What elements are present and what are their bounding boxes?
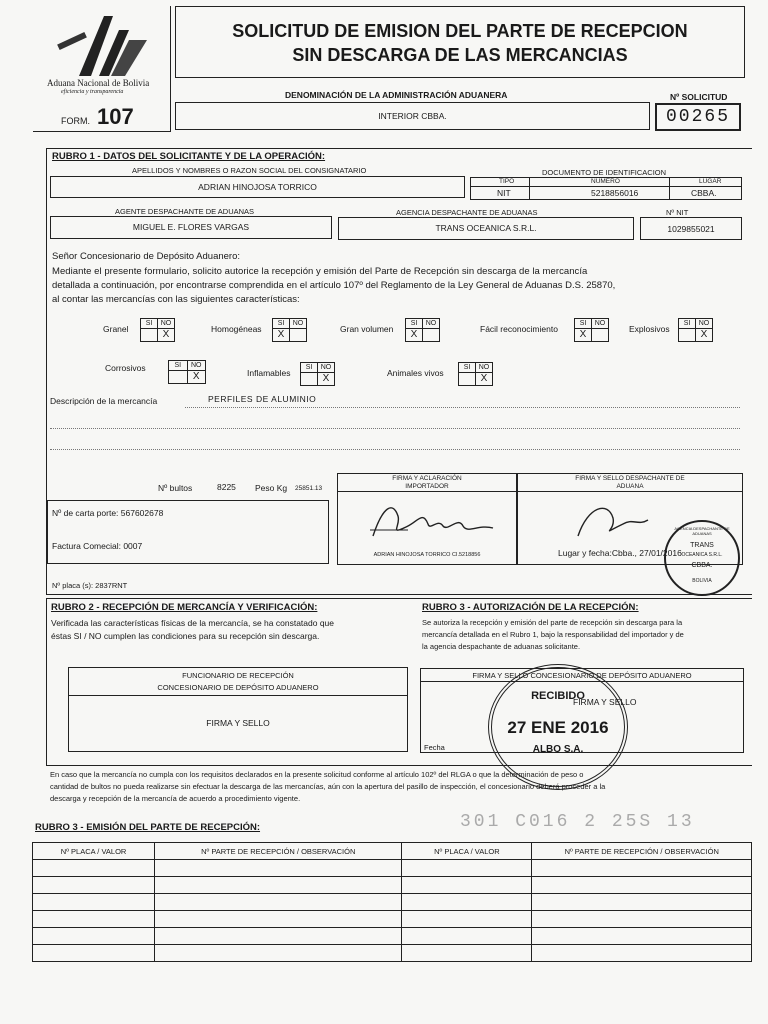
rubro3a-firma-sello: FIRMA Y SELLO (573, 697, 637, 707)
stamp-text2: TRANS (690, 542, 714, 549)
rubro3a-title: RUBRO 3 - AUTORIZACIÓN DE LA RECEPCIÓN: (422, 602, 639, 613)
recibido-text: RECIBIDO (531, 690, 585, 702)
explosivos-checkbox[interactable]: SI NO X (678, 318, 713, 342)
name-label: APELLIDOS Y NOMBRES O RAZON SOCIAL DEL CONSIGNATARIO (132, 166, 367, 175)
rubro3a-firma-label: FIRMA Y SELLO CONCESIONARIO DE DEPÓSITO ADUANERO (472, 671, 692, 680)
char-animales-label: Animales vivos (387, 368, 444, 378)
importador-signature (368, 496, 498, 546)
col3-header: Nº PLACA / VALOR (402, 843, 532, 860)
col1-header: Nº PLACA / VALOR (33, 843, 155, 860)
granel-checkbox[interactable]: SI NO X (140, 318, 175, 342)
doc-tipo-label: TIPO (499, 178, 515, 185)
desc-line (50, 449, 740, 450)
form-label: FORM. (61, 116, 90, 126)
admin-field (175, 102, 650, 130)
form-number: 107 (97, 104, 134, 129)
agencia-stamp (664, 520, 740, 596)
agencia-label: AGENCIA DESPACHANTE DE ADUANAS (396, 208, 538, 217)
char-inflamables-label: Inflamables (247, 368, 291, 378)
aduana-logo-icon (49, 10, 159, 82)
rubro2-firma-sello: FIRMA Y SELLO (206, 718, 270, 728)
rubro1-title: RUBRO 1 - DATOS DEL SOLICITANTE Y DE LA OPERACIÓN: (52, 151, 326, 162)
agente-field (50, 216, 332, 239)
doc-lugar-value: CBBA. (691, 188, 717, 198)
firma-imp-label2: IMPORTADOR (405, 483, 449, 490)
recibido-org: ALBO S.A. (532, 744, 584, 755)
stamp-text4: CBBA. (691, 562, 713, 569)
lugar-fecha: Lugar y fecha:Cbba., 27/01/2016 (558, 548, 682, 558)
doc-lugar-label: LUGAR (699, 178, 722, 185)
funcionario-box (68, 667, 408, 752)
rubro3a-text2: mercancía detallada en el Rubro 1, bajo la responsabilidad del importador y de (422, 630, 684, 639)
stamp-text3: OCEANICA S.R.L. (681, 552, 723, 558)
carta-porte: Nº de carta porte: 567602678 (52, 508, 164, 518)
solicitud-field (655, 103, 741, 131)
table-row (33, 911, 752, 928)
peso-value: 25851.13 (295, 485, 323, 492)
desc-line (185, 407, 740, 408)
doc-numero-value: 5218856016 (591, 188, 639, 198)
rubro3a-text3: la agencia despachante de aduanas solicitante. (422, 642, 581, 651)
logo-subtext: eficiencia y transparencia (61, 89, 124, 95)
rubro2-title: RUBRO 2 - RECEPCIÓN DE MERCANCÍA Y VERIFICACIÓN: (51, 602, 318, 613)
parte-recepcion-table (32, 842, 752, 962)
granvolumen-checkbox[interactable]: SI NO X (405, 318, 440, 342)
char-homogeneas-label: Homogéneas (211, 324, 262, 334)
agente-value: MIGUEL E. FLORES VARGAS (132, 222, 250, 232)
char-granvolumen-label: Gran volumen (340, 324, 394, 334)
admin-value: INTERIOR CBBA. (378, 111, 447, 121)
note-line1: En caso que la mercancía no cumpla con los requisitos declarados en la presente solicitud conforme al artículo 102º del RLGA o que la determinación de peso o (50, 770, 584, 779)
table-row (33, 877, 752, 894)
agencia-value: TRANS OCEANICA S.R.L. (435, 223, 537, 233)
placa: Nº placa (s): 2837RNT (52, 581, 128, 590)
title-box (175, 6, 745, 78)
firma-desp-label2: ADUANA (616, 483, 644, 490)
col4-header: Nº PARTE DE RECEPCIÓN / OBSERVACIÓN (532, 843, 752, 860)
firma-desp-label1: FIRMA Y SELLO DESPACHANTE DE (575, 475, 685, 482)
solicitud-value: 00265 (665, 107, 730, 127)
title-line1: SOLICITUD DE EMISION DEL PARTE DE RECEPCION (232, 21, 688, 41)
doc-numero-label: NUMERO (591, 178, 620, 185)
title-line2: SIN DESCARGA DE LAS MERCANCIAS (292, 45, 628, 65)
func-label2: CONCESIONARIO DE DEPÓSITO ADUANERO (157, 683, 319, 692)
rubro2-text1: Verificada las características físicas de la mercancía, se ha constatado que (51, 618, 335, 628)
factura: Factura Comecial: 0007 (52, 541, 143, 551)
inflamables-checkbox[interactable]: SI NO X (300, 362, 335, 386)
facil-checkbox[interactable]: SI NO X (574, 318, 609, 342)
logo-box (33, 6, 171, 132)
rubro3b-title: RUBRO 3 - EMISIÓN DEL PARTE DE RECEPCIÓN: (35, 822, 261, 833)
agencia-field (338, 217, 634, 240)
doc-field (470, 177, 742, 200)
recibido-date: 27 ENE 2016 (507, 718, 609, 737)
desc-value: PERFILES DE ALUMINIO (208, 394, 317, 404)
rubro2-text2: éstas SI / NO cumplen las condiciones para su recepción sin descarga. (51, 631, 320, 641)
table-row (33, 945, 752, 962)
desc-label: Descripción de la mercancía (50, 396, 158, 406)
doc-label: DOCUMENTO DE IDENTIFICACION (542, 168, 667, 177)
para-line2: detallada a continuación, por encontrarse comprendida en el artículo 107º del Reglamento de la Ley General de Aduanas D.S. 25870, (52, 280, 616, 291)
bultos-value: 8225 (217, 482, 236, 492)
char-corrosivos-label: Corrosivos (105, 363, 146, 373)
corrosivos-checkbox[interactable]: SI NO X (168, 360, 206, 384)
para-line1: Mediante el presente formulario, solicito autorice la recepción y emisión del Parte de Recepción sin descarga de la mercancía (52, 266, 588, 277)
logo-text: Aduana Nacional de Bolivia (47, 78, 150, 88)
despachante-signature (568, 496, 658, 546)
char-explosivos-label: Explosivos (629, 324, 670, 334)
desc-line (50, 428, 740, 429)
char-granel-label: Granel (103, 324, 129, 334)
nit-label: Nº NIT (666, 208, 689, 217)
note-line3: descarga y recepción de la mercancía de acuerdo a procedimiento vigente. (50, 794, 301, 803)
bultos-label: Nº bultos (158, 483, 193, 493)
solicitud-label: Nº SOLICITUD (670, 92, 728, 102)
animales-checkbox[interactable]: SI NO X (458, 362, 493, 386)
firma-imp-label1: FIRMA Y ACLARACIÓN (392, 475, 462, 482)
stamp-text5: BOLIVIA (692, 578, 712, 584)
carta-porte-field (47, 500, 329, 564)
table-row (33, 928, 752, 945)
rubro3b-stamp-number: 301 C016 2 25S 13 (460, 812, 695, 832)
peso-label: Peso Kg (255, 483, 288, 493)
name-value: ADRIAN HINOJOSA TORRICO (198, 182, 317, 192)
stamp-text1: AGENCIA DESPACHANTE DE ADUANAS (674, 526, 730, 536)
salutation: Señor Concesionario de Depósito Aduanero: (52, 251, 241, 262)
firma-imp-name: ADRIAN HINOJOSA TORRICO CI.5218856 (373, 552, 481, 558)
rubro3a-fecha: Fecha (424, 743, 445, 752)
char-facil-label: Fácil reconocimiento (480, 324, 558, 334)
agente-label: AGENTE DESPACHANTE DE ADUANAS (115, 207, 255, 216)
nit-value: 1029855021 (667, 224, 715, 234)
nit-field (640, 217, 742, 240)
table-row (33, 894, 752, 911)
func-label1: FUNCIONARIO DE RECEPCIÓN (182, 671, 294, 680)
col2-header: Nº PARTE DE RECEPCIÓN / OBSERVACIÓN (155, 843, 402, 860)
name-field (50, 176, 465, 198)
doc-tipo-value: NIT (497, 188, 511, 198)
homogeneas-checkbox[interactable]: SI NO X (272, 318, 307, 342)
table-row (33, 860, 752, 877)
note-line2: cantidad de bultos no pueda realizarse sin efectuar la descarga de las mercancías, aún con la apertura del pasillo de inspección, el concesionario deberá proceder a la (50, 782, 606, 791)
rubro3a-text1: Se autoriza la recepción y emisión del parte de recepción sin descarga para la (422, 618, 683, 627)
para-line3: al contar las mercancías con las siguientes características: (52, 294, 300, 305)
admin-label: DENOMINACIÓN DE LA ADMINISTRACIÓN ADUANERA (285, 90, 508, 100)
importador-signature-box (337, 473, 517, 565)
table-header-row (33, 843, 752, 860)
